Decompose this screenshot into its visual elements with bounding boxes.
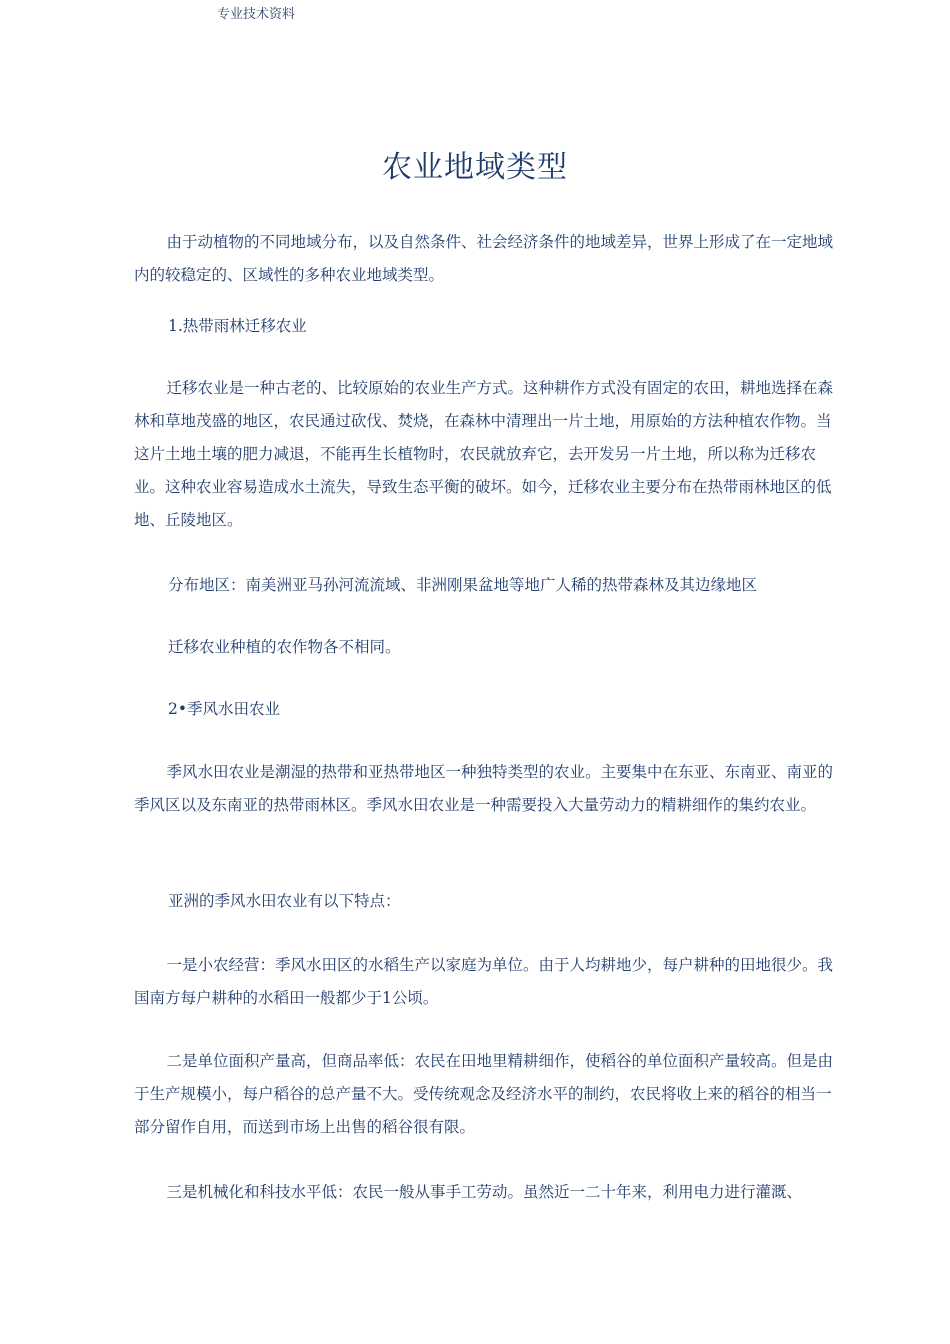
paragraph-intro: 由于动植物的不同地域分布，以及自然条件、社会经济条件的地域差异，世界上形成了在一定地域内的较稳定的、区域性的多种农业地域类型。 <box>134 233 834 284</box>
section-heading-2: 2•季风水田农业 <box>168 700 281 718</box>
paragraph-distribution: 分布地区：南美洲亚马孙河流流域、非洲刚果盆地等地广人稀的热带森林及其边缘地区 <box>168 576 758 594</box>
section-heading-1: 1.热带雨林迁移农业 <box>168 317 307 335</box>
document-title: 农业地域类型 <box>382 150 568 185</box>
paragraph-monsoon-paddy: 季风水田农业是潮湿的热带和亚热带地区一种独特类型的农业。主要集中在东亚、东南亚、南亚的季风区以及东南亚的热带雨林区。季风水田农业是一种需要投入大量劳动力的精耕细作的集约农业。 <box>134 763 834 814</box>
paragraph-crops: 迁移农业种植的农作物各不相同。 <box>168 638 401 656</box>
paragraph-feature-2: 二是单位面积产量高，但商品率低：农民在田地里精耕细作，使稻谷的单位面积产量较高。但是由于生产规模小，每户稻谷的总产量不大。受传统观念及经济水平的制约，农民将收上来的稻谷的相当一部分留作自用，而送到市场上出售的稻谷很有限。 <box>134 1052 834 1136</box>
paragraph-feature-3: 三是机械化和科技水平低：农民一般从事手工劳动。虽然近一二十年来，利用电力进行灌溉、 <box>166 1183 803 1201</box>
paragraph-feature-1: 一是小农经营：季风水田区的水稻生产以家庭为单位。由于人均耕地少，每户耕种的田地很少。我国南方每户耕种的水稻田一般都少于1公顷。 <box>134 956 834 1007</box>
paragraph-shifting-cultivation: 迁移农业是一种古老的、比较原始的农业生产方式。这种耕作方式没有固定的农田，耕地选择在森林和草地茂盛的地区，农民通过砍伐、焚烧，在森林中清理出一片土地，用原始的方法种植农作物。当这片土地土壤的肥力减退，不能再生长植物时，农民就放弃它，去开发另一片土地，所以称为迁移农业。这种农业容易造成水土流失，导致生态平衡的破坏。如今，迁移农业主要分布在热带雨林地区的低地、丘陵地区。 <box>134 379 834 529</box>
document-header-label: 专业技术资料 <box>217 7 296 22</box>
paragraph-features-intro: 亚洲的季风水田农业有以下特点： <box>168 892 401 910</box>
